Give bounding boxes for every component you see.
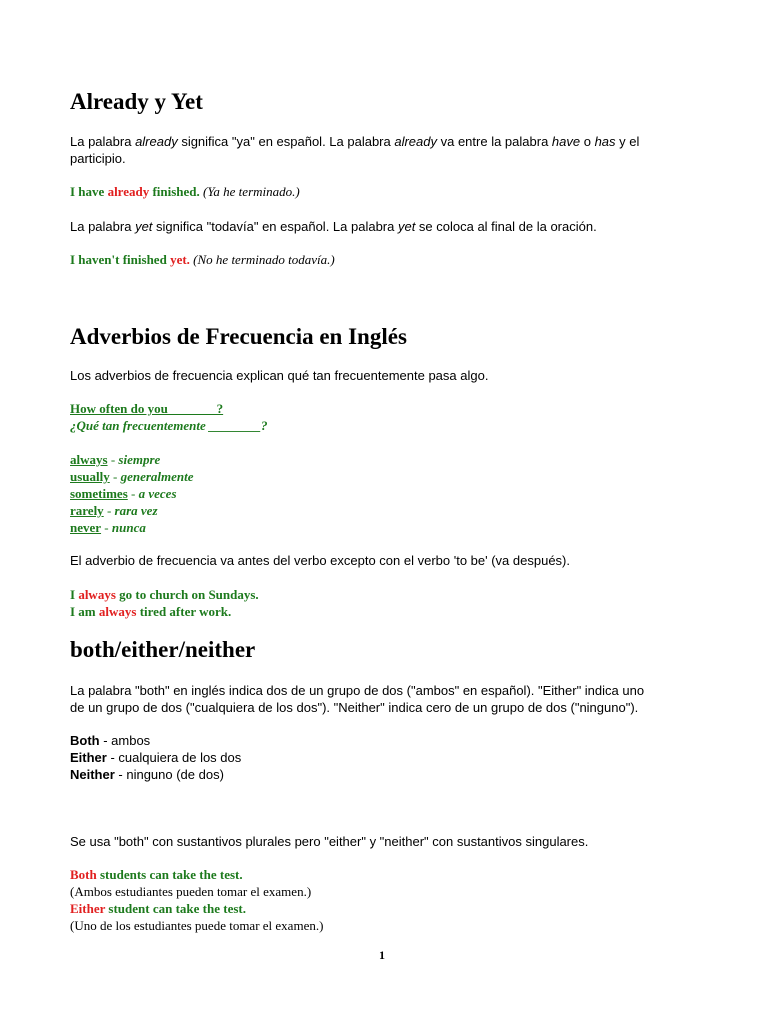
adverb-examples <box>70 586 710 620</box>
example-yet: I haven't finished yet. (No he terminado todavía.) <box>70 252 335 267</box>
list-item: always - siempre <box>70 452 161 467</box>
example-translation: (Ambos estudiantes pueden tomar el examen.) <box>70 884 312 899</box>
example-translation: (Uno de los estudiantes puede tomar el examen.) <box>70 918 324 933</box>
paragraph-usage: Se usa "both" con sustantivos plurales pero "either" y "neither" con sustantivos singulares. <box>70 834 589 849</box>
heading-both-either-neither: both/either/neither <box>70 637 256 662</box>
paragraph-both-either: La palabra "both" en inglés indica dos de un grupo de dos ("ambos" en español). "Either" indica uno de un grupo de dos ("cualquiera de los dos"). "Neither" indica cero de un grupo de dos ("ninguno"). <box>70 683 645 715</box>
example-sentence: I always go to church on Sundays. <box>70 587 259 602</box>
heading-adverbios-frecuencia: Adverbios de Frecuencia en Inglés <box>70 324 407 349</box>
list-item: Both - ambos <box>70 733 151 748</box>
example-already: I have already finished. (Ya he terminado.) <box>70 184 300 199</box>
example-sentence: I am always tired after work. <box>70 604 232 619</box>
list-item: sometimes - a veces <box>70 486 177 501</box>
list-item: rarely - rara vez <box>70 503 158 518</box>
page-number: 1 <box>379 948 385 962</box>
list-item: Neither - ninguno (de dos) <box>70 767 224 782</box>
example-sentence: Either student can take the test. <box>70 901 246 916</box>
paragraph-adverbios-intro: Los adverbios de frecuencia explican qué tan frecuentemente pasa algo. <box>70 368 489 383</box>
question-es: ¿Qué tan frecuentemente ________? <box>70 418 268 433</box>
paragraph-already: La palabra already significa "ya" en español. La palabra already va entre la palabra have o has y el participio. <box>70 134 640 166</box>
adverb-list <box>70 451 710 536</box>
heading-already-yet: Already y Yet <box>70 89 203 114</box>
list-item: usually - generalmente <box>70 469 194 484</box>
definition-list <box>70 732 710 783</box>
paragraph-adverb-rule: El adverbio de frecuencia va antes del verbo excepto con el verbo 'to be' (va después). <box>70 553 570 568</box>
both-either-examples <box>70 866 710 934</box>
question-block <box>70 400 710 434</box>
list-item: never - nunca <box>70 520 146 535</box>
question-en: How often do you _______? <box>70 401 224 416</box>
example-sentence: Both students can take the test. <box>70 867 243 882</box>
list-item: Either - cualquiera de los dos <box>70 750 242 765</box>
paragraph-yet: La palabra yet significa "todavía" en español. La palabra yet se coloca al final de la oración. <box>70 219 597 234</box>
